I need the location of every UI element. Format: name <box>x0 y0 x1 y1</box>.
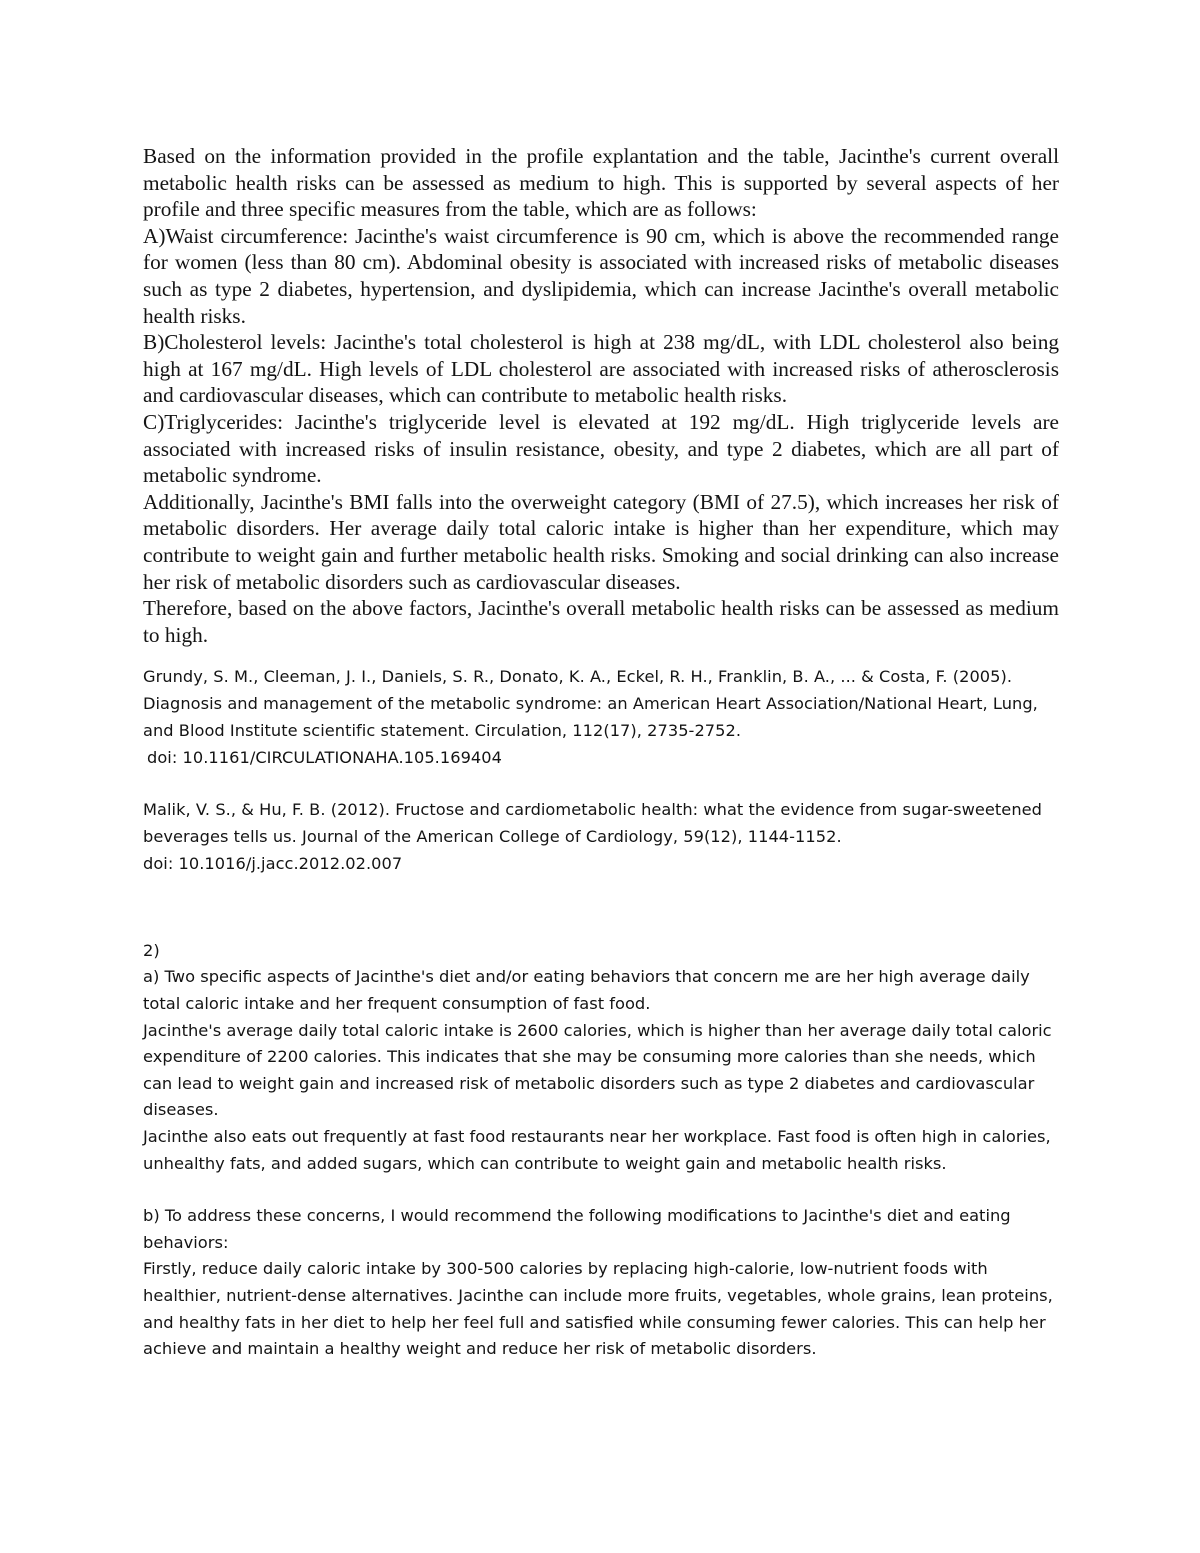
reference-malik <box>143 797 1059 877</box>
triglycerides-paragraph: C)Triglycerides: Jacinthe's triglyceride level is elevated at 192 mg/dL. High triglyceride levels are associated with increased risks of insulin resistance, obesity, and type 2 diabetes, which are all part of metabolic syndrome. <box>143 409 1059 488</box>
section-2-diet <box>143 938 1059 1363</box>
reference-doi: doi: 10.1016/j.jacc.2012.02.007 <box>143 854 403 874</box>
waist-circumference-paragraph: A)Waist circumference: Jacinthe's waist circumference is 90 cm, which is above the recommended range for women (less than 80 cm). Abdominal obesity is associated with increased risks of metabolic diseases such as type 2 diabetes, hypertension, and dyslipidemia, which can increase Jacinthe's overall metabolic health risks. <box>143 223 1059 328</box>
part-b-recommendation: Firstly, reduce daily caloric intake by 300-500 calories by replacing high-calorie, low-nutrient foods with healthier, nutrient-dense alternatives. Jacinthe can include more fruits, vegetables, whole grains, lean proteins, and healthy fats in her diet to help her feel full and satisfied while consuming fewer calories. This can help her achieve and maintain a healthy weight and reduce her risk of metabolic disorders. <box>143 1259 1053 1359</box>
part-a-fast-food: Jacinthe also eats out frequently at fast food restaurants near her workplace. Fast food is often high in calories, unhealthy fats, and added sugars, which can contribute to weight gain and metabolic health risks. <box>143 1127 1051 1173</box>
part-b-intro: b) To address these concerns, I would recommend the following modifications to Jacinthe's diet and eating behaviors: <box>143 1206 1011 1252</box>
reference-grundy <box>143 664 1059 771</box>
bmi-paragraph: Additionally, Jacinthe's BMI falls into the overweight category (BMI of 27.5), which increases her risk of metabolic disorders. Her average daily total caloric intake is higher than her expenditure, which may contribute to weight gain and further metabolic health risks. Smoking and social drinking can also increase her risk of metabolic disorders such as cardiovascular diseases. <box>143 489 1059 594</box>
cholesterol-paragraph: B)Cholesterol levels: Jacinthe's total cholesterol is high at 238 mg/dL, with LDL cholesterol also being high at 167 mg/dL. High levels of LDL cholesterol are associated with increased risks of atherosclerosis and cardiovascular diseases, which can contribute to metabolic health risks. <box>143 330 1059 408</box>
section-1-assessment <box>143 143 1059 648</box>
reference-doi: doi: 10.1161/CIRCULATIONAHA.105.169404 <box>147 747 502 767</box>
section-number: 2) <box>143 940 160 960</box>
part-a-caloric-intake: Jacinthe's average daily total caloric intake is 2600 calories, which is higher than her average daily total caloric expenditure of 2200 calories. This indicates that she may be consuming more calories than she needs, which can lead to weight gain and increased risk of metabolic disorders such as type 2 diabetes and cardiovascular diseases. <box>143 1020 1052 1120</box>
reference-citation: Malik, V. S., & Hu, F. B. (2012). Fructose and cardiometabolic health: what the evidence from sugar-sweetened beverages tells us. Journal of the American College of Cardiology, 59(12), 1144-1152. <box>143 800 1042 847</box>
reference-citation: Grundy, S. M., Cleeman, J. I., Daniels, S. R., Donato, K. A., Eckel, R. H., Franklin, B. A., ... & Costa, F. (2005). Diagnosis and management of the metabolic syndrome: an American Heart Association/National Heart, Lung, and Blood Institute scientific statement. Circulation, 112(17), 2735-2752. <box>143 667 1038 740</box>
references <box>143 664 1059 878</box>
part-a-intro: a) Two specific aspects of Jacinthe's diet and/or eating behaviors that concern me are her high average daily total caloric intake and her frequent consumption of fast food. <box>143 967 1030 1014</box>
document-content <box>143 143 1059 1363</box>
conclusion-paragraph: Therefore, based on the above factors, Jacinthe's overall metabolic health risks can be assessed as medium to high. <box>143 596 1059 647</box>
intro-paragraph: Based on the information provided in the profile explantation and the table, Jacinthe's current overall metabolic health risks can be assessed as medium to high. This is supported by several aspects of her profile and three specific measures from the table, which are as follows: <box>143 144 1059 222</box>
